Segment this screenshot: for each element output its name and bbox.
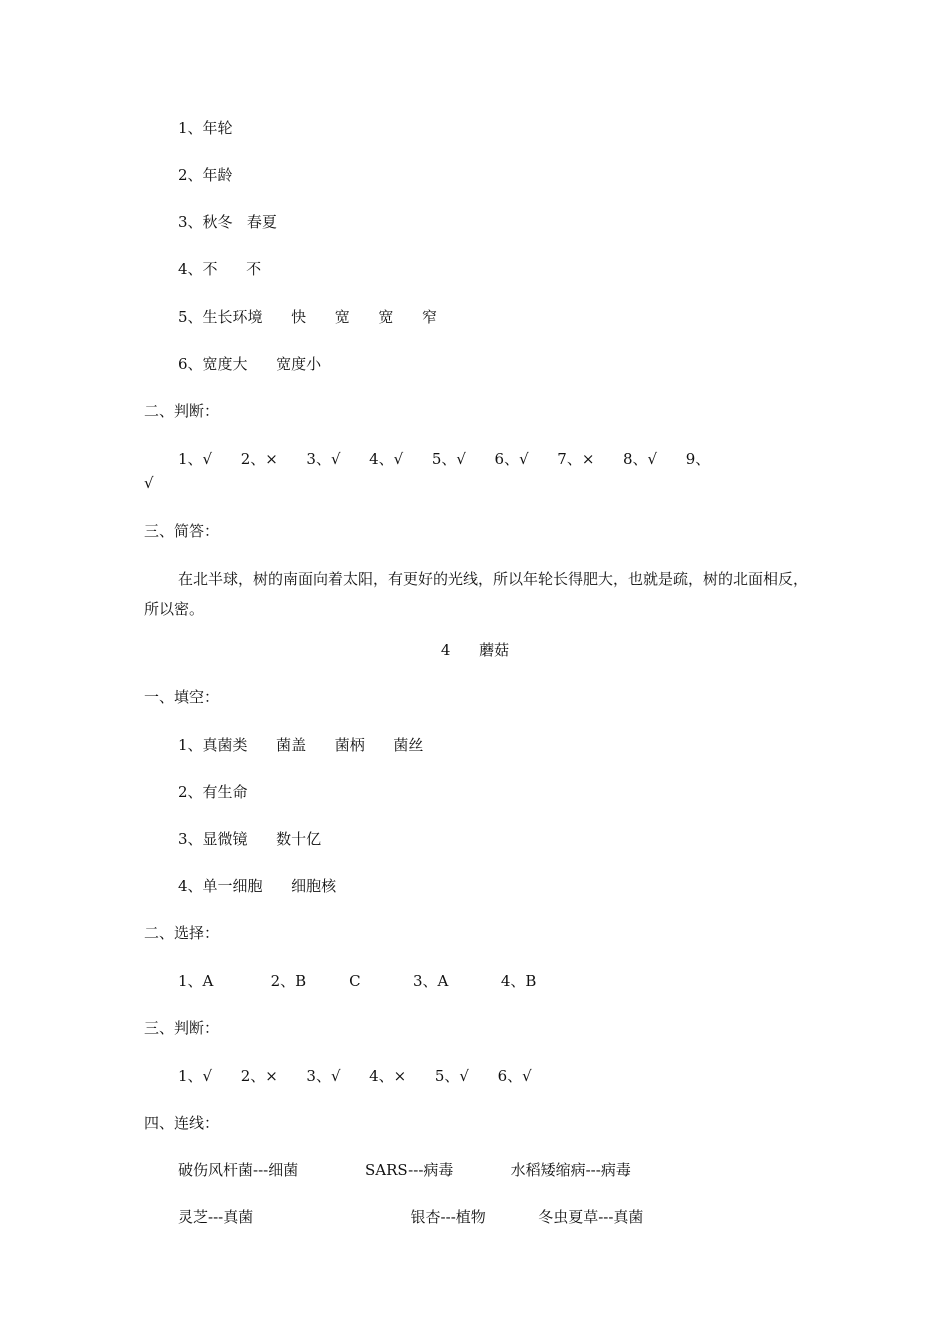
fill-answer-2: 2、有生命 bbox=[178, 783, 248, 801]
fill-answer-3: 3、显微镜 数十亿 bbox=[178, 830, 322, 848]
section-heading-short-answer: 三、简答： bbox=[144, 522, 220, 540]
fill-answer-4: 4、单一细胞 细胞核 bbox=[178, 877, 337, 895]
section-title: 4 蘑菇 bbox=[440, 641, 510, 659]
judge-answers-2: 1、√ 2、× 3、√ 4、× 5、√ 6、√ bbox=[178, 1067, 532, 1085]
answer-line-5: 5、生长环境 快 宽 宽 窄 bbox=[178, 308, 437, 326]
short-answer-text: 在北半球，树的南面向着太阳，有更好的光线，所以年轮长得肥大，也就是疏，树的北面相反，所以密。 bbox=[144, 570, 809, 618]
fill-answer-1: 1、真菌类 菌盖 菌柄 菌丝 bbox=[178, 736, 424, 754]
section-heading-fill: 一、填空： bbox=[144, 688, 220, 706]
judge-answers-line: 1、√ 2、× 3、√ 4、√ 5、√ 6、√ 7、× 8、√ 9、 bbox=[178, 450, 711, 468]
answer-line-3: 3、秋冬 春夏 bbox=[178, 213, 277, 231]
choice-answers: 1、A 2、B C 3、A 4、B bbox=[178, 972, 537, 990]
match-answers-2: 灵芝---真菌 银杏---植物 冬虫夏草---真菌 bbox=[178, 1208, 644, 1226]
short-answer-paragraph bbox=[144, 564, 816, 624]
answer-line-4: 4、不 不 bbox=[178, 260, 262, 278]
judge-answers-wrap: √ bbox=[144, 474, 154, 492]
match-answers-1: 破伤风杆菌---细菌 SARS---病毒 水稻矮缩病---病毒 bbox=[178, 1161, 631, 1179]
section-heading-judge: 二、判断： bbox=[144, 402, 220, 420]
answer-line-6: 6、宽度大 宽度小 bbox=[178, 355, 322, 373]
section-heading-choice: 二、选择： bbox=[144, 924, 220, 942]
section-heading-match: 四、连线： bbox=[144, 1114, 220, 1132]
answer-line-2: 2、年龄 bbox=[178, 166, 233, 184]
section-heading-judge-2: 三、判断： bbox=[144, 1019, 220, 1037]
answer-line-1: 1、年轮 bbox=[178, 119, 233, 137]
